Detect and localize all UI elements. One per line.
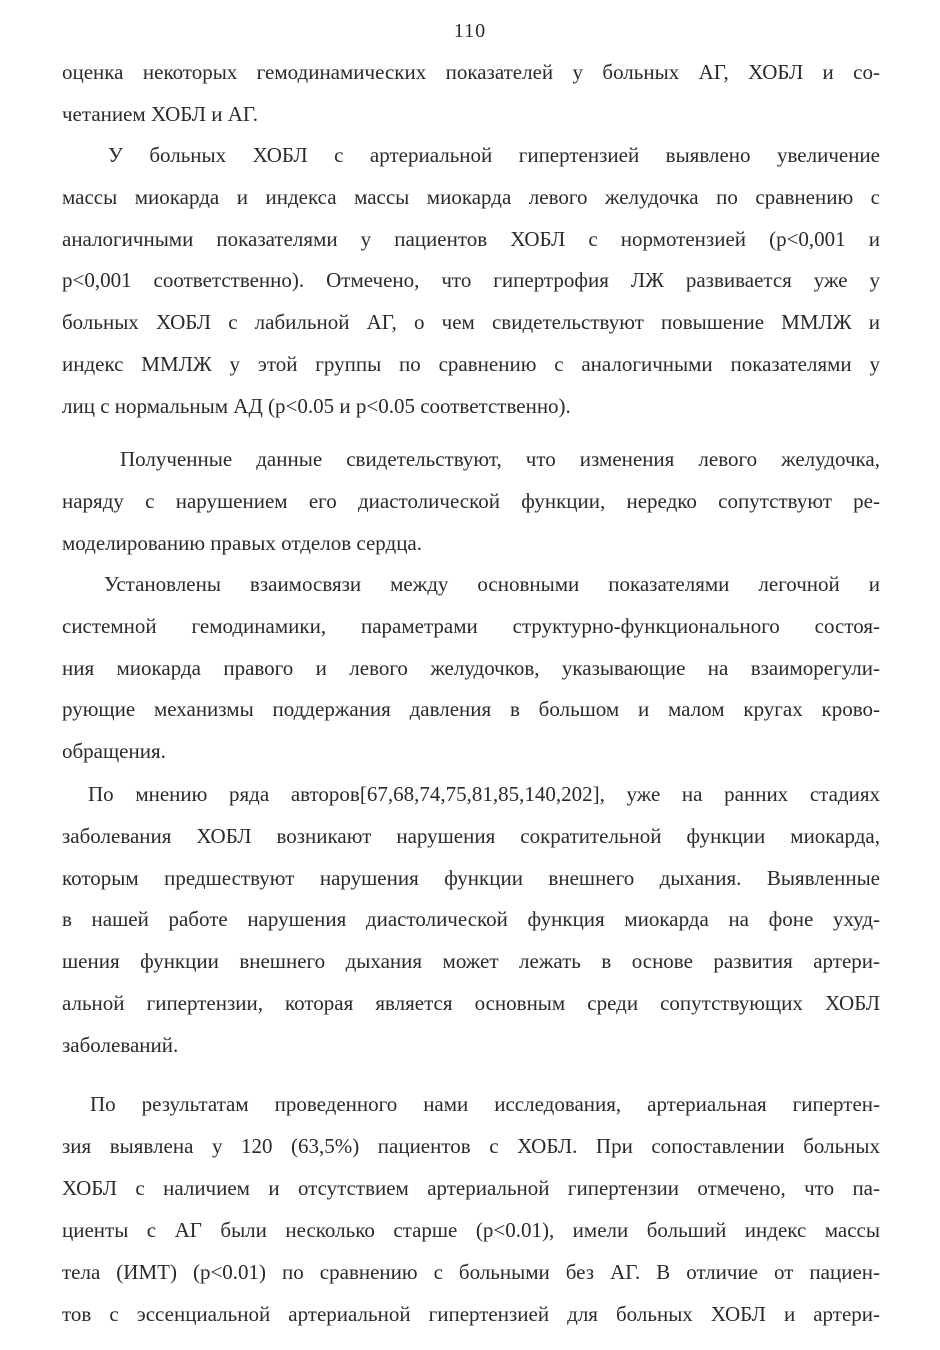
- text-line: шения функции внешнего дыхания может лежать в основе развития артери-: [62, 949, 880, 973]
- text-line: ния миокарда правого и левого желудочков, указывающие на взаиморегули-: [62, 656, 880, 680]
- text-line: в нашей работе нарушения диастолической функция миокарда на фоне ухуд-: [62, 907, 880, 931]
- text-line: По результатам проведенного нами исследования, артериальная гипертен-: [90, 1092, 880, 1116]
- text-line: системной гемодинамики, параметрами структурно-функционального состоя-: [62, 614, 880, 638]
- text-line: У больных ХОБЛ с артериальной гипертензией выявлено увеличение: [108, 143, 880, 167]
- text-line: р<0,001 соответственно). Отмечено, что гипертрофия ЛЖ развивается уже у: [62, 268, 880, 292]
- text-line: индекс ММЛЖ у этой группы по сравнению с аналогичными показателями у: [62, 352, 880, 376]
- text-line: По мнению ряда авторов[67,68,74,75,81,85,140,202], уже на ранних стадиях: [88, 782, 880, 806]
- text-line: обращения.: [62, 739, 166, 763]
- text-line: рующие механизмы поддержания давления в большом и малом кругах крово-: [62, 697, 880, 721]
- text-line: моделированию правых отделов сердца.: [62, 531, 423, 555]
- text-line: тела (ИМТ) (р<0.01) по сравнению с больными без АГ. В отличие от пациен-: [62, 1260, 880, 1284]
- text-line: Полученные данные свидетельствуют, что изменения левого желудочка,: [120, 447, 880, 471]
- text-line: четанием ХОБЛ и АГ.: [62, 102, 258, 126]
- text-line: тов с эссенциальной артериальной гипертензией для больных ХОБЛ и артери-: [62, 1302, 880, 1326]
- text-line: наряду с нарушением его диастолической функции, нередко сопутствуют ре-: [62, 489, 880, 513]
- page-number: 110: [453, 20, 487, 42]
- text-line: альной гипертензии, которая является основным среди сопутствующих ХОБЛ: [62, 991, 880, 1015]
- text-line: которым предшествуют нарушения функции внешнего дыхания. Выявленные: [62, 866, 880, 890]
- text-line: больных ХОБЛ с лабильной АГ, о чем свидетельствуют повышение ММЛЖ и: [62, 310, 880, 334]
- text-line: аналогичными показателями у пациентов ХОБЛ с нормотензией (р<0,001 и: [62, 227, 880, 251]
- text-line: зия выявлена у 120 (63,5%) пациентов с ХОБЛ. При сопоставлении больных: [62, 1134, 880, 1158]
- text-line: заболевания ХОБЛ возникают нарушения сократительной функции миокарда,: [62, 824, 880, 848]
- text-line: лиц с нормальным АД (р<0.05 и р<0.05 соответственно).: [62, 394, 571, 418]
- text-line: циенты с АГ были несколько старше (р<0.01), имели больший индекс массы: [62, 1218, 880, 1242]
- text-line: Установлены взаимосвязи между основными показателями легочной и: [104, 572, 880, 596]
- text-line: ХОБЛ с наличием и отсутствием артериальной гипертензии отмечено, что па-: [62, 1176, 880, 1200]
- text-line: оценка некоторых гемодинамических показателей у больных АГ, ХОБЛ и со-: [62, 60, 880, 84]
- text-line: заболеваний.: [62, 1033, 179, 1057]
- text-line: массы миокарда и индекса массы миокарда левого желудочка по сравнению с: [62, 185, 880, 209]
